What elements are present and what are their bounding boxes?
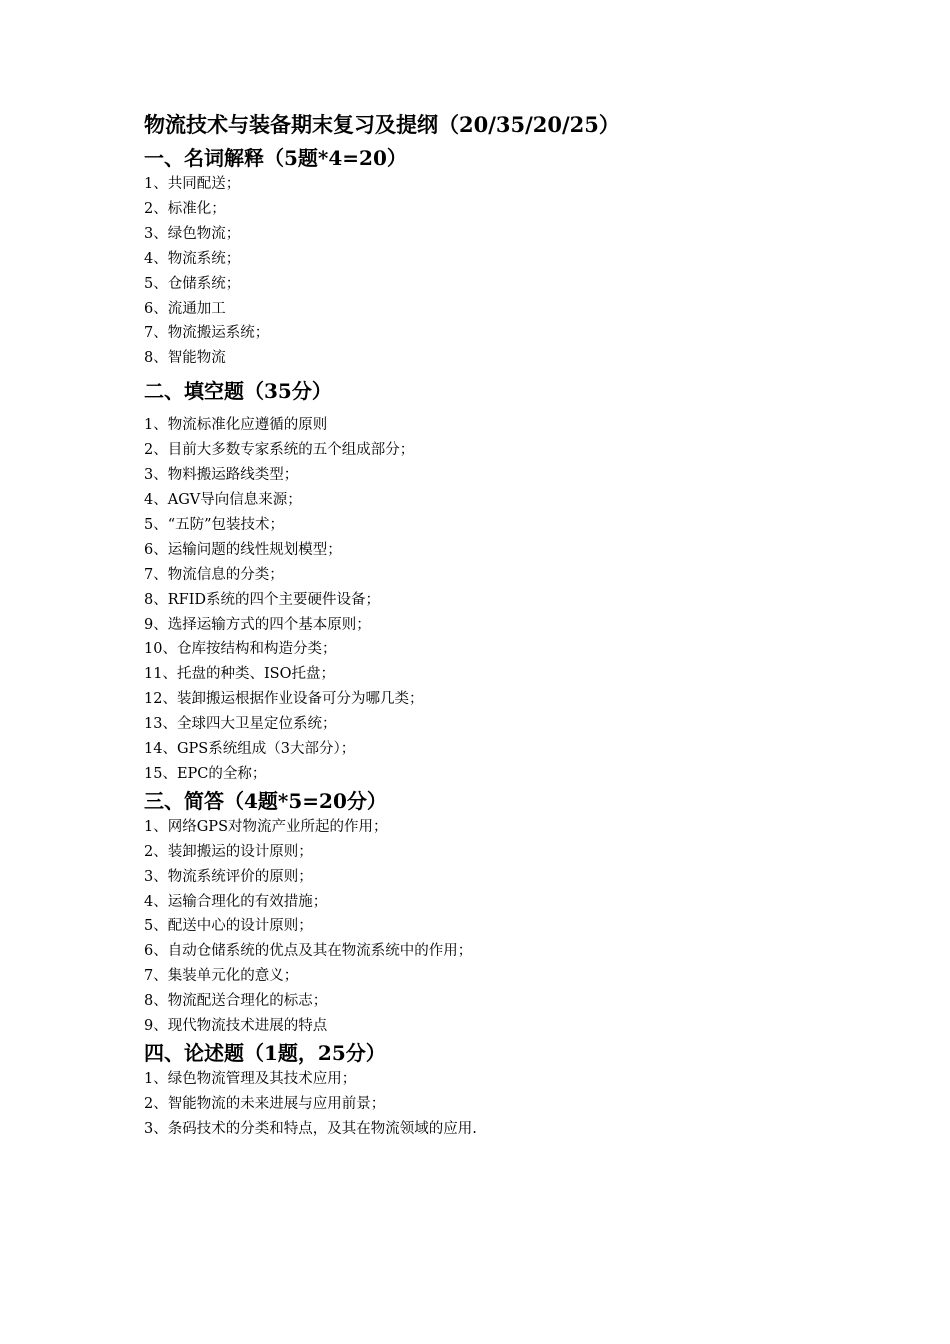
list-item: 8、RFID系统的四个主要硬件设备；	[144, 591, 381, 608]
section-fill-in-blank	[144, 377, 824, 787]
list-item: 8、智能物流	[144, 350, 226, 367]
section-essay	[144, 1039, 824, 1142]
list-item: 4、AGV导向信息来源；	[144, 491, 302, 508]
list-item: 11、托盘的种类、ISO托盘；	[144, 666, 335, 683]
list-item: 5、“五防”包装技术；	[144, 516, 285, 533]
list-item: 15、EPC的全称；	[144, 765, 267, 782]
list-item: 12、装卸搬运根据作业设备可分为哪几类；	[144, 691, 424, 708]
item-list	[144, 1067, 824, 1142]
list-item: 13、全球四大卫星定位系统；	[144, 716, 337, 733]
section-heading: 二、填空题（35分）	[144, 379, 332, 404]
section-short-answer	[144, 787, 824, 1039]
list-item: 10、仓库按结构和构造分类；	[144, 641, 337, 658]
list-item: 1、物流标准化应遵循的原则	[144, 417, 328, 434]
list-item: 2、智能物流的未来进展与应用前景；	[144, 1095, 386, 1112]
section-heading: 三、简答（4题*5=20分）	[144, 788, 387, 813]
list-item: 1、网络GPS对物流产业所起的作用；	[144, 818, 388, 835]
list-item: 2、装卸搬运的设计原则；	[144, 843, 313, 860]
document-title: 物流技术与装备期末复习及提纲（20/35/20/25）	[144, 112, 620, 137]
document-page	[144, 110, 824, 1142]
list-item: 2、目前大多数专家系统的五个组成部分；	[144, 442, 415, 459]
item-list	[144, 815, 824, 1039]
list-item: 9、现代物流技术进展的特点	[144, 1018, 328, 1035]
list-item: 3、条码技术的分类和特点，及其在物流领域的应用.	[144, 1120, 477, 1137]
list-item: 6、运输问题的线性规划模型；	[144, 541, 342, 558]
list-item: 1、绿色物流管理及其技术应用；	[144, 1071, 357, 1087]
list-item: 3、物料搬运路线类型；	[144, 467, 299, 484]
list-item: 14、GPS系统组成（3大部分）；	[144, 741, 356, 758]
list-item: 7、集装单元化的意义；	[144, 968, 299, 985]
list-item: 5、仓储系统；	[144, 275, 241, 292]
list-item: 8、物流配送合理化的标志；	[144, 993, 328, 1010]
list-item: 2、标准化；	[144, 200, 226, 217]
list-item: 3、物流系统评价的原则；	[144, 868, 313, 885]
list-item: 4、运输合理化的有效措施；	[144, 893, 328, 910]
list-item: 6、流通加工	[144, 300, 226, 317]
list-item: 3、绿色物流；	[144, 225, 241, 242]
list-item: 4、物流系统；	[144, 250, 241, 267]
list-item: 1、共同配送；	[144, 176, 241, 192]
section-noun-explanation	[144, 144, 824, 371]
list-item: 9、选择运输方式的四个基本原则；	[144, 616, 371, 633]
section-heading: 一、名词解释（5题*4=20）	[144, 146, 407, 170]
item-list	[144, 413, 824, 787]
list-item: 7、物流信息的分类；	[144, 566, 284, 583]
item-list	[144, 172, 824, 371]
list-item: 6、自动仓储系统的优点及其在物流系统中的作用；	[144, 943, 473, 960]
section-heading: 四、论述题（1题，25分）	[144, 1041, 386, 1065]
list-item: 7、物流搬运系统；	[144, 325, 270, 342]
list-item: 5、配送中心的设计原则；	[144, 918, 313, 935]
